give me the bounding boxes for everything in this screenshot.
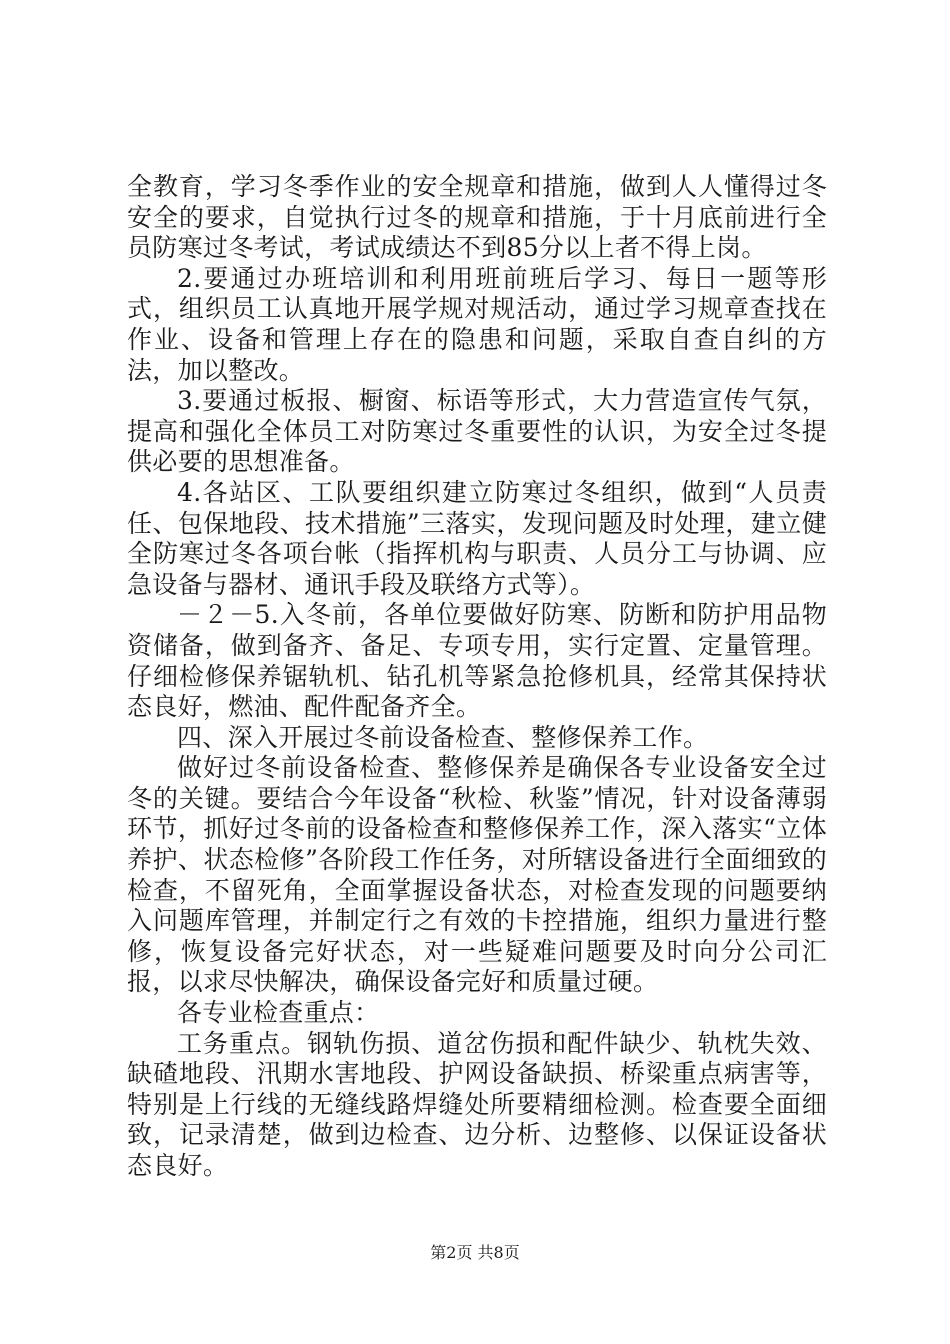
- paragraph: 2.要通过办班培训和利用班前班后学习、每日一题等形式，组织员工认真地开展学规对规活动，通过学习规章查找在作业、设备和管理上存在的隐患和问题，采取自查自纠的方法，加以整改。: [127, 263, 827, 385]
- page-footer: 第2页 共8页: [430, 1243, 520, 1262]
- section-heading: 四、深入开展过冬前设备检查、整修保养工作。: [177, 722, 709, 752]
- paragraph: 各专业检查重点：: [177, 998, 380, 1028]
- paragraph: 全教育，学习冬季作业的安全规章和措施，做到人人懂得过冬安全的要求，自觉执行过冬的规章和措施，于十月底前进行全员防寒过冬考试，考试成绩达不到85分以上者不得上岗。: [127, 172, 827, 263]
- document-body: [127, 172, 827, 1182]
- paragraph: －２－5.入冬前，各单位要做好防寒、防断和防护用品物资储备，做到备齐、备足、专项专用，实行定置、定量管理。仔细检修保养锯轨机、钻孔机等紧急抢修机具，经常其保持状态良好，燃油、配件配备齐全。: [127, 600, 827, 722]
- paragraph: 做好过冬前设备检查、整修保养是确保各专业设备安全过冬的关键。要结合今年设备“秋检、秋鉴”情况，针对设备薄弱环节，抓好过冬前的设备检查和整修保养工作，深入落实“立体养护、状态检修”各阶段工作任务，对所辖设备进行全面细致的检查，不留死角，全面掌握设备状态，对检查发现的问题要纳入问题库管理，并制定行之有效的卡控措施，组织力量进行整修，恢复设备完好状态，对一些疑难问题要及时向分公司汇报，以求尽快解决，确保设备完好和质量过硬。: [127, 753, 827, 997]
- paragraph: 3.要通过板报、橱窗、标语等形式，大力营造宣传气氛，提高和强化全体员工对防寒过冬重要性的认识，为安全过冬提供必要的思想准备。: [127, 386, 827, 477]
- paragraph: 4.各站区、工队要组织建立防寒过冬组织，做到“人员责任、包保地段、技术措施”三落实，发现问题及时处理，建立健全防寒过冬各项台帐（指挥机构与职责、人员分工与协调、应急设备与器材、通讯手段及联络方式等）。: [127, 477, 827, 599]
- paragraph: 工务重点。钢轨伤损、道岔伤损和配件缺少、轨枕失效、缺碴地段、汛期水害地段、护网设备缺损、桥梁重点病害等，特别是上行线的无缝线路焊缝处所要精细检测。检查要全面细致，记录清楚，做到边检查、边分析、边整修、以保证设备状态良好。: [127, 1028, 827, 1180]
